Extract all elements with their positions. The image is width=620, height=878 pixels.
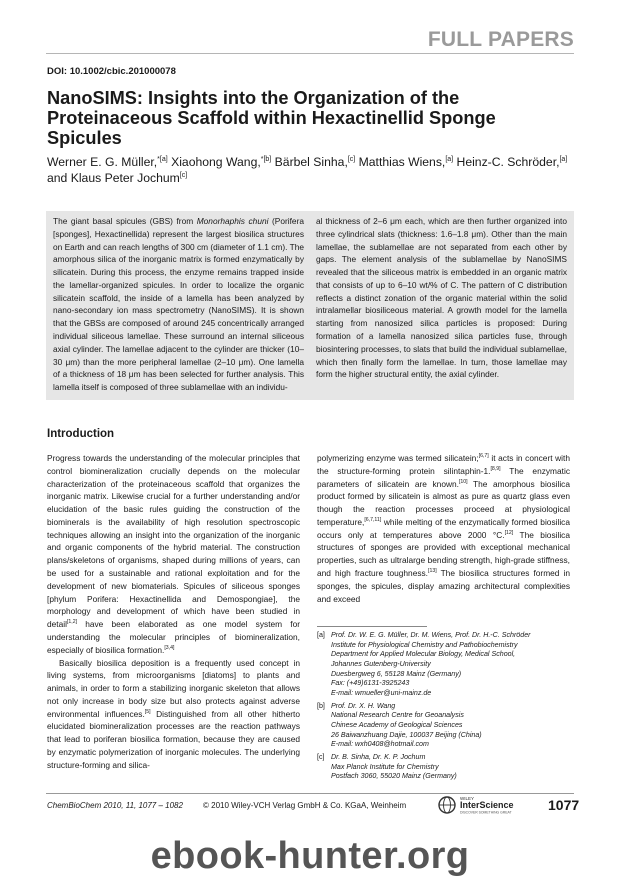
- copyright-notice: © 2010 Wiley-VCH Verlag GmbH & Co. KGaA, Weinheim: [203, 801, 407, 810]
- footnote-line: Dr. B. Sinha, Dr. K. P. Jochum: [331, 752, 426, 761]
- footnote-body: [331, 631, 531, 699]
- author-affiliation-mark: [c]: [347, 155, 356, 163]
- author-name: Xiaohong Wang,: [171, 155, 261, 169]
- footnote-body: [331, 753, 457, 782]
- watermark: ebook-hunter.org: [150, 835, 470, 877]
- footnote-line: 26 Baiwanzhuang Dajie, 100037 Beijing (China): [331, 730, 482, 739]
- doi[interactable]: DOI: 10.1002/cbic.201000078: [47, 66, 176, 77]
- footnote-label: [a]: [317, 631, 325, 639]
- footnote-entry: [317, 631, 570, 699]
- abstract-right-column: al thickness of 2–6 μm each, which are then further organized into three cylindrical slats (thickness: 1.6–1.8 μm). Other than the main lamellae, the sublamellae are not separated from each other by gaps. The element analysis of the sublamellae by NanoSIMS revealed that the siliceous matrix is embedded in an organic matrix that consists of up to 6–10 wt/% of C. The pattern of C distribution reflects a distinct zonation of the organic material within the solid intralamellar biosiliceous material. A growth model for the lamella starting from nanosized silica particles is proposed: During formation of a lamella nanosized silica particles fuse, through biosintering processes, to slats that build the individual sublamellae, which then finally form the lamellae. In turn, those lamellae may form the higher structural entity, the axial cylinder.: [316, 216, 567, 380]
- footnote-line: Institute for Physiological Chemistry and Pathobiochemistry: [331, 640, 518, 649]
- interscience-logo[interactable]: [438, 795, 546, 815]
- header-rule: [46, 53, 574, 54]
- footnote-line: Johannes Gutenberg-University: [331, 659, 431, 668]
- author-affiliation-mark: *[b]: [260, 155, 272, 163]
- introduction-right-column: [317, 452, 570, 605]
- footnote-body: [331, 702, 482, 750]
- affiliation-footnotes: [317, 631, 570, 785]
- introduction-heading: Introduction: [47, 428, 115, 440]
- author-affiliation-mark: [a]: [559, 155, 568, 163]
- abstract-left-column: The giant basal spicules (GBS) from Monorhaphis chuni (Porifera [sponges], Hexactinellida) represent the largest biosilica structures on Earth and can reach lengths of 300 cm (diameter of 1.1 cm). The amorphous silica of the inorganic matrix is formed enzymatically by silicatein. During this process, the enzyme remains trapped inside the lamellar-organized spicules. In order to localize the organic silicatein scaffold, the inside of a lamella has been analyzed by nano-secondary ion mass spectrometry (NanoSIMS). It is shown that the GBSs are composed of around 245 concentrically arranged individual siliceous lamellae. These surround an internal siliceous axial cylinder. The lamellae adjacent to the cylinder are thicker (10–30 μm) than the more peripheral lamellae (2–10 μm). One lamella of a thickness of 18 μm has been selected for further analysis. This lamella itself is composed of three sublamellae with an individu-: [53, 216, 304, 393]
- author-name: Werner E. G. Müller,: [47, 155, 158, 169]
- author-list: [47, 154, 577, 186]
- logo-tagline: DISCOVER SOMETHING GREAT: [460, 810, 512, 815]
- footnote-line: Postfach 3060, 55020 Mainz (Germany): [331, 772, 457, 781]
- interscience-logo-mark: [438, 795, 546, 815]
- section-tag: FULL PAPERS: [427, 28, 574, 51]
- author-affiliation-mark: [a]: [445, 155, 454, 163]
- introduction-left-column: [47, 452, 300, 772]
- author-affiliation-mark: *[a]: [157, 155, 168, 163]
- footnote-rule: [317, 626, 427, 627]
- footnote-label: [b]: [317, 701, 325, 710]
- journal-citation: ChemBioChem 2010, 11, 1077 – 1082: [47, 801, 183, 810]
- footnote-label: [c]: [317, 752, 325, 761]
- footnote-line: Department for Applied Molecular Biology, Medical School,: [331, 650, 516, 659]
- intro-paragraph-3: polymerizing enzyme was termed silicatein;[6,7] it acts in concert with the structure-forming protein silintaphin-1.[8,9] The enzymatic parameters of silicatein are known.[10] The amorphous biosilica product formed by silicatein is almost as pure as quartz glass even though the reaction processes proceed at physiological temperature,[6,7,11] while melting of the enzymatically formed biosilica occurs only at temperatures above 2000 °C.[12] The biosilica structures of sponges are provided with exceptional mechanical properties, such as ultralarge bending strength, high-grade stiffness, and high fracture toughness.[13] The biosilica structures formed in sponges, the spicules, display amazing architectural complexities and exceed: [317, 453, 571, 604]
- page-number: 1077: [548, 797, 580, 813]
- footer-rule: [46, 793, 574, 794]
- footnote-line: Max Planck Institute for Chemistry: [331, 762, 439, 771]
- footnote-line[interactable]: E-mail: wmueller@uni-mainz.de: [331, 688, 432, 697]
- footnote-entry: [317, 702, 570, 750]
- footnote-line: Prof. Dr. W. E. G. Müller, Dr. M. Wiens, Prof. Dr. H.-C. Schröder: [331, 631, 531, 639]
- footnote-line: Prof. Dr. X. H. Wang: [331, 701, 396, 710]
- footnote-line[interactable]: E-mail: wxh0408@hotmail.com: [331, 740, 429, 749]
- logo-main-text: InterScience: [460, 800, 514, 810]
- author-name: Heinz-C. Schröder,: [456, 155, 560, 169]
- intro-paragraph-2: Basically biosilica deposition is a frequently used concept in living systems, from microorganisms [diatoms] to plants and animals, in order to form a stabilizing inorganic skeleton that allows not only increase in body size but also protects against adverse environmental influences.[5] Distinguished from all other hitherto elucidated biomineralization processes are the reaction pathways that lead to poriferan biosilica formation, because they are caused by enzymatic polymerization of inorganic molecules. The underlying structure-forming and silica-: [47, 657, 300, 770]
- author-name: Matthias Wiens,: [358, 155, 446, 169]
- author-name: Bärbel Sinha,: [274, 155, 348, 169]
- footnote-entry: [317, 753, 570, 782]
- author-affiliation-mark: [c]: [179, 171, 188, 179]
- footnote-line: Fax: (+49)6131-3925243: [331, 679, 410, 688]
- logo-wiley-text: WILEY: [460, 796, 475, 801]
- article-title: NanoSIMS: Insights into the Organization of the Proteinaceous Scaffold within Hexactinellid Sponge Spicules: [47, 88, 496, 148]
- footnote-line: Chinese Academy of Geological Sciences: [331, 720, 463, 729]
- author-name: and Klaus Peter Jochum: [47, 171, 180, 185]
- intro-paragraph-1: Progress towards the understanding of the molecular principles that control biomineralization crucially depends on the molecular characterization of the proteinaceous scaffold that organizes the inorganic matrix. Likewise crucial for a further understanding and/or elucidation of the basic rules guiding the construction of the biominerals is the availability of high resolution spectroscopic techniques allowing an insight into the organization of the inorganic and organic components of the hybrid material. The construction plans/skeletons of organisms, shaped during millions of years, can be used for a sustainable and rational exploitation and for the development of new biomaterials. Spicules of siliceous sponges [phylum Porifera: Hexactinellida and Demospongiae], the morphology and development of which have been studied in detail[1,2] have been elaborated as one model system for understanding the molecular principles of biomineralization, especially of biosilica formation.[3,4]: [47, 453, 300, 655]
- footnote-line: National Research Centre for Geoanalysis: [331, 711, 464, 720]
- footnote-line: Duesbergweg 6, 55128 Mainz (Germany): [331, 669, 462, 678]
